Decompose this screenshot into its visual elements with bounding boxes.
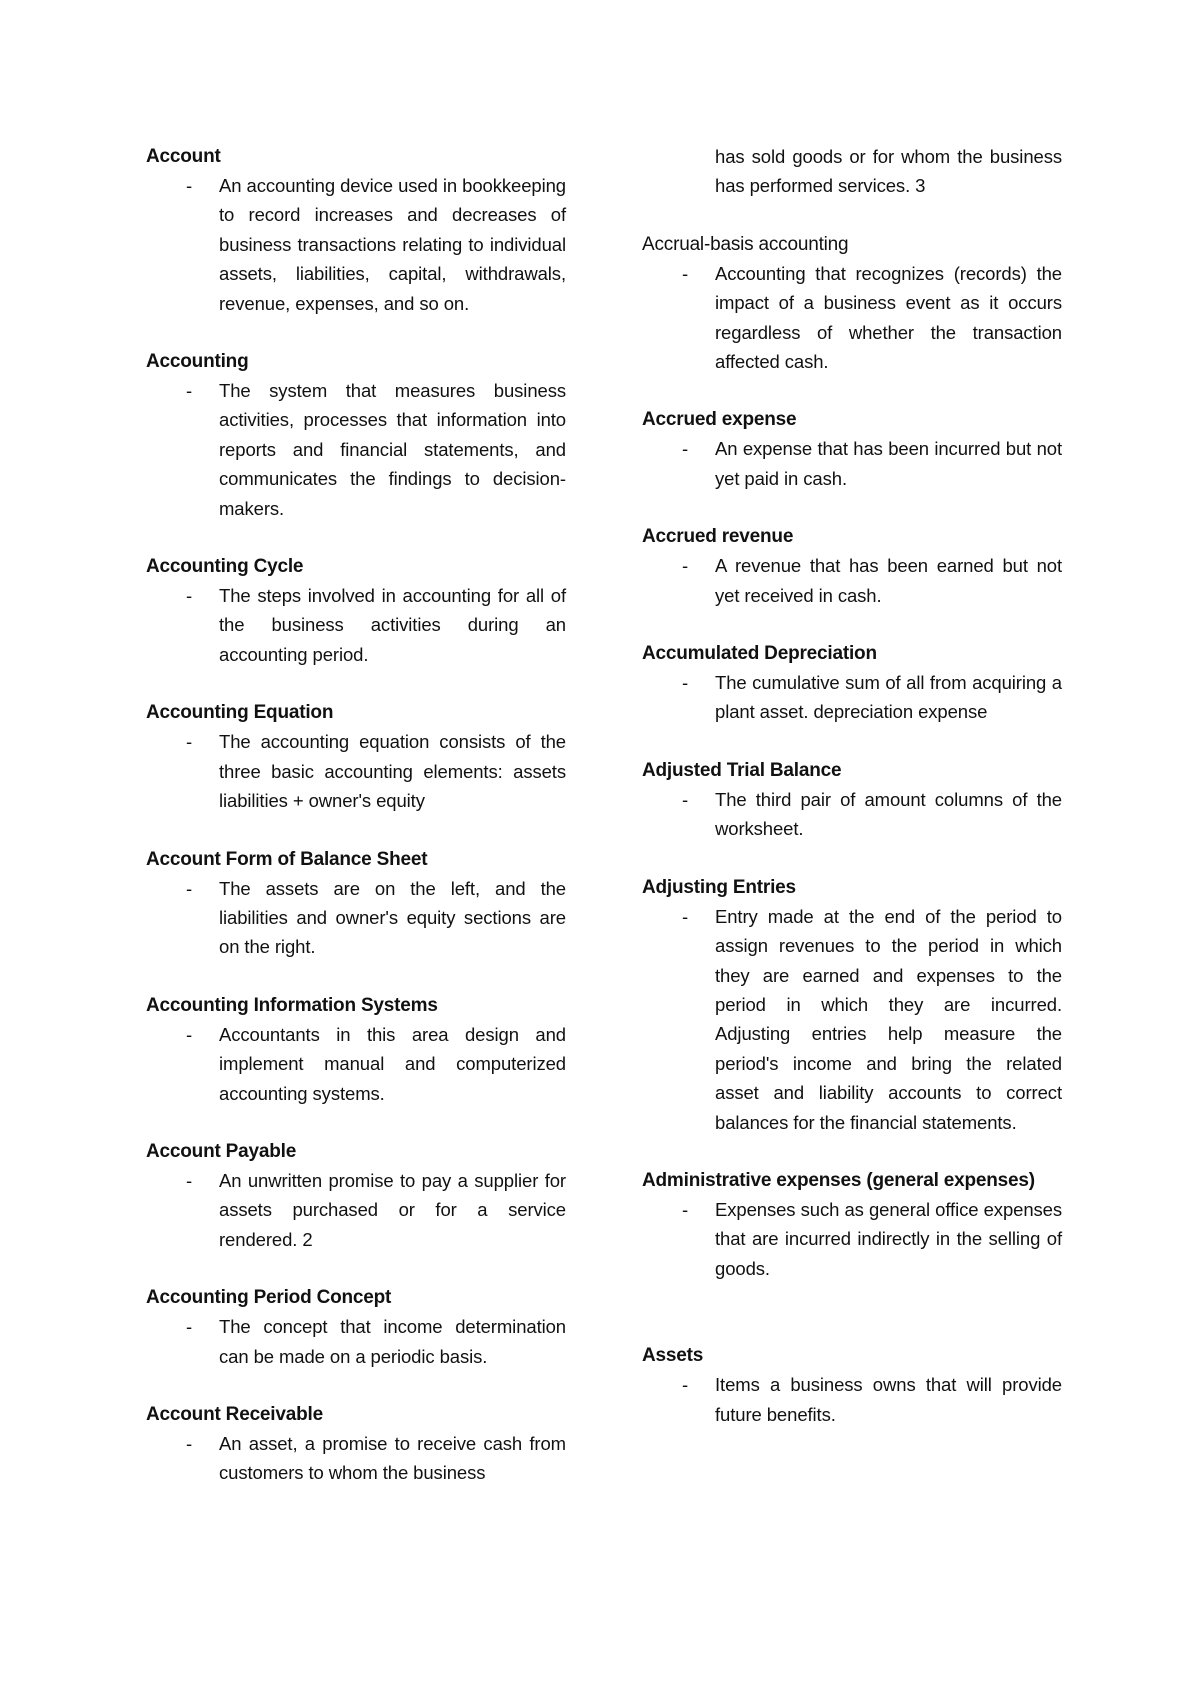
dash-bullet: - [186,1432,193,1454]
entry-term: Accrual-basis accounting [642,233,849,255]
entry-definition: - Items a business owns that will provide future benefits. [642,1370,1062,1429]
right-column [642,142,1062,1429]
dash-bullet: - [186,731,193,753]
entry-definition: - An unwritten promise to pay a supplier for assets purchased or for a service rendered. 2 [146,1166,566,1254]
dash-bullet: - [186,1169,193,1191]
glossary-entry [146,142,566,318]
entry-term: Accrued revenue [642,526,794,548]
glossary-entry [642,230,1062,377]
glossary-entry [146,1137,566,1254]
entry-definition: - The accounting equation consists of the three basic accounting elements: assets liabilities + owner's equity [146,727,566,815]
glossary-entry [642,1166,1062,1283]
entry-term: Accrued expense [642,409,797,431]
entry-term: Accumulated Depreciation [642,643,877,665]
entry-term: Account Form of Balance Sheet [146,848,428,870]
continued-definition: has sold goods or for whom the business has performed services. 3 [715,146,1062,197]
entry-term: Accounting Equation [146,702,334,724]
dash-bullet: - [682,672,689,694]
entry-term: Accounting [146,351,249,373]
glossary-entry [642,639,1062,727]
entry-definition: - An asset, a promise to receive cash from customers to whom the business [146,1429,566,1488]
entry-definition: - A revenue that has been earned but not yet received in cash. [642,551,1062,610]
glossary-entry [146,552,566,669]
entry-term: Accounting Cycle [146,556,304,578]
entry-definition: - Expenses such as general office expenses that are incurred indirectly in the selling of goods. [642,1195,1062,1283]
entry-definition: - An accounting device used in bookkeeping to record increases and decreases of business transactions relating to individual assets, liabilities, capital, withdrawals, revenue, expenses, and so on. [146,171,566,318]
entry-term: Accounting Period Concept [146,1287,392,1309]
entry-definition: - The steps involved in accounting for all of the business activities during an accounting period. [146,581,566,669]
glossary-entry [146,845,566,962]
dash-bullet: - [186,1023,193,1045]
glossary-entry [642,873,1062,1137]
dash-bullet: - [682,1374,689,1396]
entry-term: Assets [642,1345,704,1367]
dash-bullet: - [682,788,689,810]
dash-bullet: - [186,175,193,196]
dash-bullet: - [186,877,193,899]
dash-bullet: - [186,380,193,402]
entry-definition: - An expense that has been incurred but not yet paid in cash. [642,434,1062,493]
dash-bullet: - [682,905,689,927]
entry-definition: - Accountants in this area design and implement manual and computerized accounting systems. [146,1020,566,1108]
glossary-entry [642,522,1062,610]
dash-bullet: - [186,585,193,607]
entry-term: Adjusted Trial Balance [642,759,842,781]
glossary-entry [642,405,1062,493]
dash-bullet: - [682,1198,689,1220]
left-column [146,142,566,1488]
entry-term: Administrative expenses (general expenses) [642,1169,1035,1191]
glossary-entry [642,756,1062,844]
glossary-entry [146,1283,566,1371]
dash-bullet: - [682,438,689,460]
dash-bullet: - [186,1316,193,1338]
entry-term: Account [146,146,221,167]
entry-definition: - The cumulative sum of all from acquiring a plant asset. depreciation expense [642,668,1062,727]
glossary-entry [146,347,566,523]
entry-definition: - The assets are on the left, and the liabilities and owner's equity sections are on the right. [146,874,566,962]
entry-term: Account Payable [146,1140,297,1162]
entry-definition: - Accounting that recognizes (records) the impact of a business event as it occurs regardless of whether the transaction affected cash. [642,259,1062,377]
entry-definition: - The system that measures business activities, processes that information into reports and financial statements, and communicates the findings to decision-makers. [146,376,566,523]
entry-definition: - The concept that income determination can be made on a periodic basis. [146,1312,566,1371]
dash-bullet: - [682,262,689,284]
entry-term: Accounting Information Systems [146,994,438,1016]
entry-term: Account Receivable [146,1403,323,1425]
glossary-entry [146,698,566,815]
dash-bullet: - [682,555,689,577]
glossary-entry [146,1400,566,1488]
entry-definition: - The third pair of amount columns of the worksheet. [642,785,1062,844]
glossary-entry [146,991,566,1108]
entry-term: Adjusting Entries [642,876,796,898]
glossary-entry [642,1341,1062,1429]
entry-definition: - Entry made at the end of the period to assign revenues to the period in which they are earned and expenses to the period in which they are incurred. Adjusting entries help measure the period's income and bring the related asset and liability accounts to correct balances for the financial statements. [642,902,1062,1137]
